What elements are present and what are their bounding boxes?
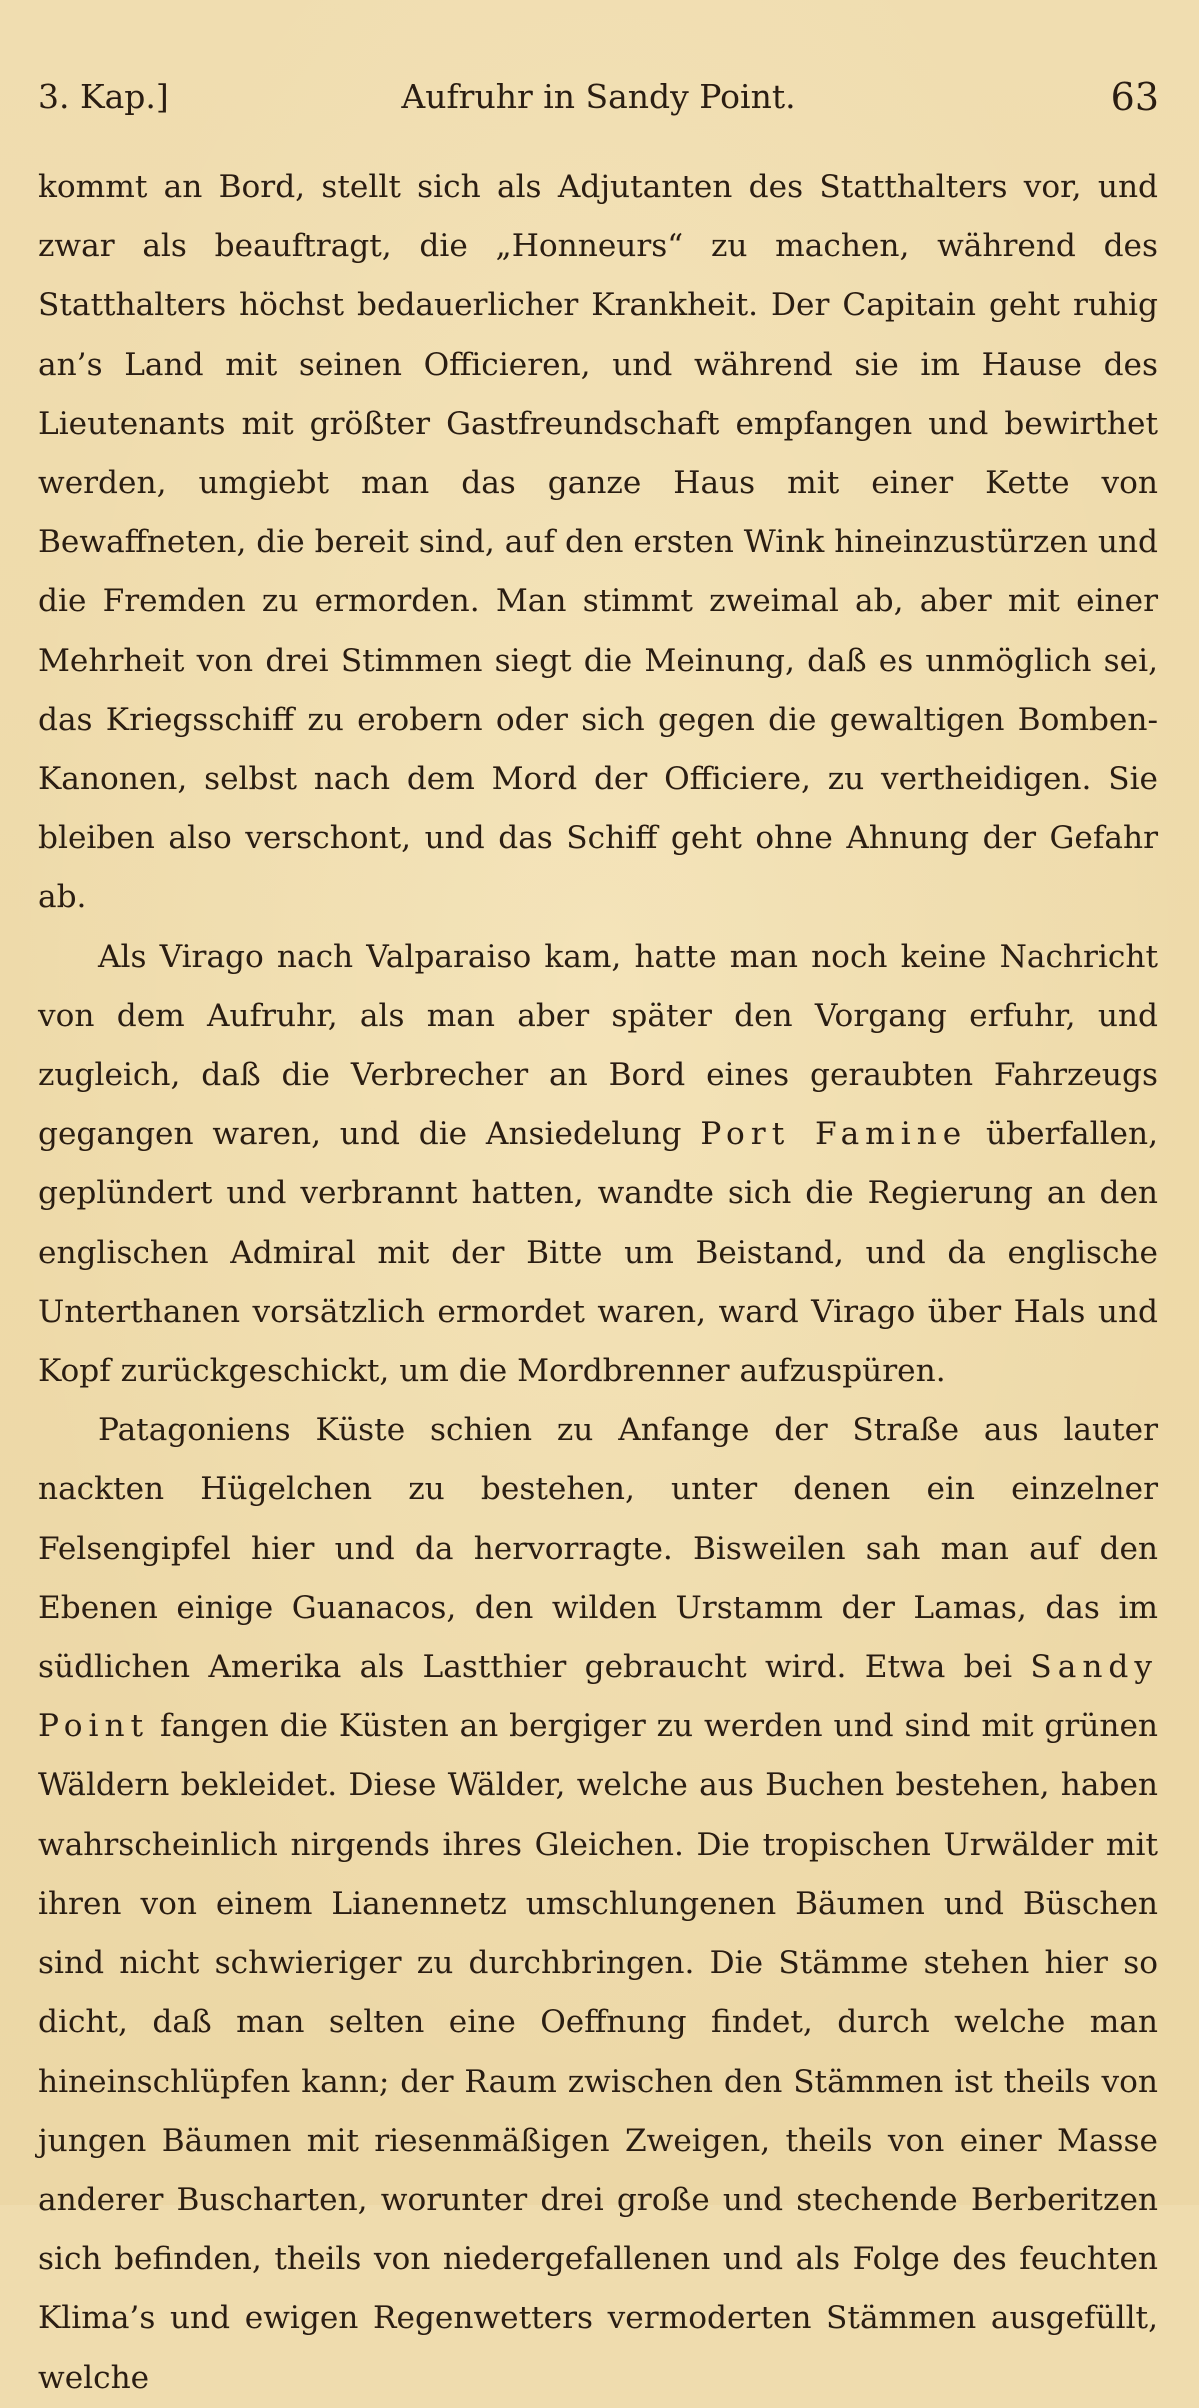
running-header [38,72,1159,122]
paragraph-2 [38,928,1158,1402]
chapter-label: 3. Kap.] [38,77,169,116]
place-name-sandy-point: Sandy Point [38,1649,1158,1745]
place-name-port-famine: Port Famine [700,1116,968,1153]
running-title: Aufruhr in Sandy Point. [401,77,796,116]
paragraph-3-text-a: Patagoniens Küste schien zu Anfange der Straße aus lauter nackten Hügelchen zu bestehen, unter denen ein einzelner Felsengipfel hier und da hervorragte. Bisweilen sah man auf den Ebenen einige Guanacos, den wilden Urstamm der Lamas, das im südlichen Amerika als Lastthier gebraucht wird. Etwa bei [38,1412,1158,1686]
paragraph-2-text-b: überfallen, geplündert und verbrannt hatten, wandte sich die Regierung an den englischen Admiral mit der Bitte um Beistand, und da englische Unterthanen vorsätzlich ermordet waren, ward Virago über Hals und Kopf zurückgeschickt, um die Mordbrenner aufzuspüren. [38,1116,1159,1390]
body-text [38,158,1158,2408]
page-number: 63 [1110,75,1159,119]
paragraph-1: kommt an Bord, stellt sich als Adjutanten des Statthalters vor, und zwar als beauftragt, die „Honneurs“ zu machen, während des Statthalters höchst bedauerlicher Krankheit. Der Capitain geht ruhig an’s Land mit seinen Officieren, und während sie im Hause des Lieutenants mit größter Gastfreundschaft empfangen und bewirthet werden, umgiebt man das ganze Haus mit einer Kette von Bewaffneten, die bereit sind, auf den ersten Wink hineinzustürzen und die Fremden zu ermorden. Man stimmt zweimal ab, aber mit einer Mehrheit von drei Stimmen siegt die Meinung, daß es unmöglich sei, das Kriegsschiff zu erobern oder sich gegen die gewaltigen Bomben-Kanonen, selbst nach dem Mord der Officiere, zu vertheidigen. Sie bleiben also verschont, und das Schiff geht ohne Ahnung der Gefahr ab. [38,169,1158,916]
paragraph-3 [38,1401,1158,2407]
paragraph-3-text-b: fangen die Küsten an bergiger zu werden und sind mit grünen Wäldern bekleidet. Diese Wälder, welche aus Buchen bestehen, haben wahrscheinlich nirgends ihres Gleichen. Die tropischen Urwälder mit ihren von einem Lianennetz umschlungenen Bäumen und Büschen sind nicht schwieriger zu durchbringen. Die Stämme stehen hier so dicht, daß man selten eine Oeffnung findet, durch welche man hineinschlüpfen kann; der Raum zwischen den Stämmen ist theils von jungen Bäumen mit riesenmäßigen Zweigen, theils von einer Masse anderer Buscharten, worunter drei große und stechende Berberitzen sich befinden, theils von niedergefallenen und als Folge des feuchten Klima’s und ewigen Regenwetters vermoderten Stämmen ausgefüllt, welche [38,1708,1158,2396]
paragraph-2-text-a: Als Virago nach Valparaiso kam, hatte man noch keine Nachricht von dem Aufruhr, als man aber später den Vorgang erfuhr, und zugleich, daß die Verbrecher an Bord eines geraubten Fahrzeugs gegangen waren, und die Ansiedelung [38,938,1158,1153]
